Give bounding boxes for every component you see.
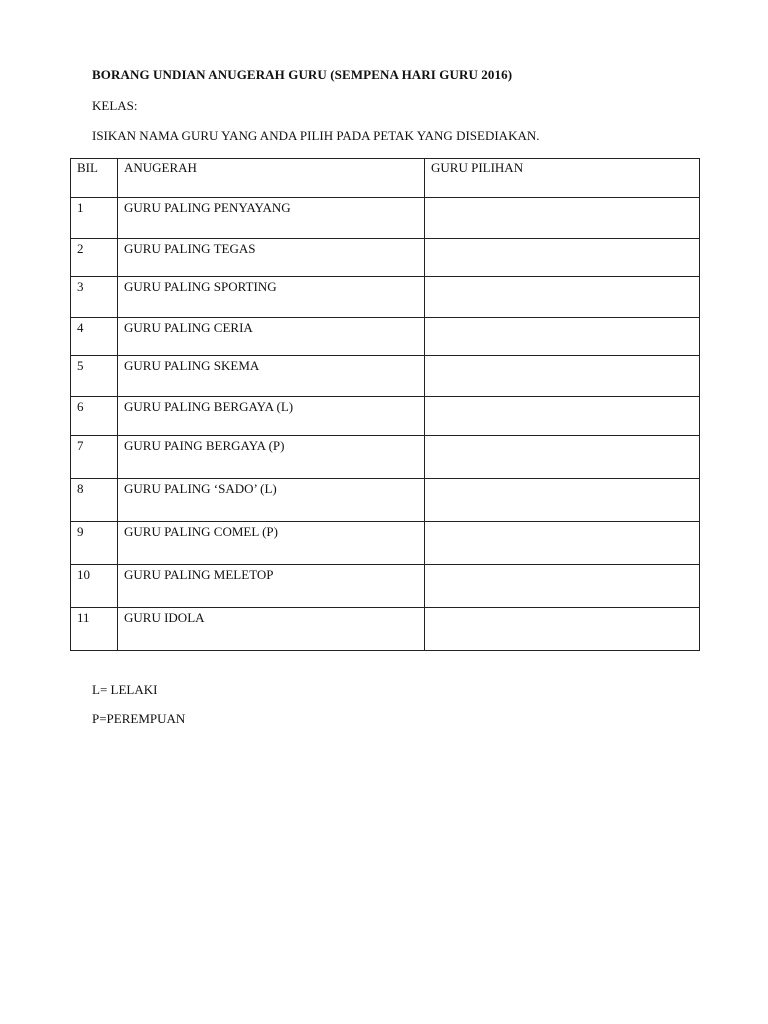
table-body <box>71 198 700 651</box>
row-anugerah: GURU IDOLA <box>118 608 425 651</box>
row-bil: 2 <box>71 239 118 277</box>
row-anugerah: GURU PALING MELETOP <box>118 565 425 608</box>
row-guru-pilihan-cell[interactable] <box>425 436 700 479</box>
kelas-label: KELAS: <box>92 98 138 113</box>
row-bil: 1 <box>71 198 118 239</box>
row-anugerah: GURU PALING ‘SADO’ (L) <box>118 479 425 522</box>
row-anugerah: GURU PAING BERGAYA (P) <box>118 436 425 479</box>
row-bil: 10 <box>71 565 118 608</box>
row-guru-pilihan-cell[interactable] <box>425 198 700 239</box>
row-anugerah: GURU PALING TEGAS <box>118 239 425 277</box>
row-guru-pilihan-cell[interactable] <box>425 608 700 651</box>
header-anugerah: ANUGERAH <box>118 159 425 198</box>
row-anugerah: GURU PALING SPORTING <box>118 277 425 318</box>
table-row <box>71 318 700 356</box>
table-row <box>71 522 700 565</box>
table-row <box>71 565 700 608</box>
header-guru-pilihan: GURU PILIHAN <box>425 159 700 198</box>
table-row <box>71 239 700 277</box>
form-title: BORANG UNDIAN ANUGERAH GURU (SEMPENA HARI GURU 2016) <box>92 67 513 82</box>
award-vote-table <box>70 158 700 651</box>
row-guru-pilihan-cell[interactable] <box>425 397 700 436</box>
table-row <box>71 608 700 651</box>
row-bil: 7 <box>71 436 118 479</box>
row-bil: 9 <box>71 522 118 565</box>
row-guru-pilihan-cell[interactable] <box>425 318 700 356</box>
row-bil: 8 <box>71 479 118 522</box>
row-guru-pilihan-cell[interactable] <box>425 565 700 608</box>
row-guru-pilihan-cell[interactable] <box>425 479 700 522</box>
legend-lelaki: L= LELAKI <box>92 682 158 697</box>
row-anugerah: GURU PALING PENYAYANG <box>118 198 425 239</box>
table-row <box>71 436 700 479</box>
header-bil: BIL <box>71 159 118 198</box>
row-anugerah: GURU PALING SKEMA <box>118 356 425 397</box>
table-row <box>71 277 700 318</box>
table-header-row <box>71 159 700 198</box>
row-anugerah: GURU PALING BERGAYA (L) <box>118 397 425 436</box>
row-anugerah: GURU PALING COMEL (P) <box>118 522 425 565</box>
row-guru-pilihan-cell[interactable] <box>425 239 700 277</box>
table-row <box>71 356 700 397</box>
row-bil: 3 <box>71 277 118 318</box>
row-bil: 11 <box>71 608 118 651</box>
row-anugerah: GURU PALING CERIA <box>118 318 425 356</box>
table-row <box>71 397 700 436</box>
row-bil: 5 <box>71 356 118 397</box>
table-row <box>71 198 700 239</box>
row-guru-pilihan-cell[interactable] <box>425 277 700 318</box>
legend-perempuan: P=PEREMPUAN <box>92 711 186 726</box>
row-bil: 4 <box>71 318 118 356</box>
row-guru-pilihan-cell[interactable] <box>425 356 700 397</box>
row-guru-pilihan-cell[interactable] <box>425 522 700 565</box>
row-bil: 6 <box>71 397 118 436</box>
instruction-text: ISIKAN NAMA GURU YANG ANDA PILIH PADA PETAK YANG DISEDIAKAN. <box>92 128 540 143</box>
table-row <box>71 479 700 522</box>
